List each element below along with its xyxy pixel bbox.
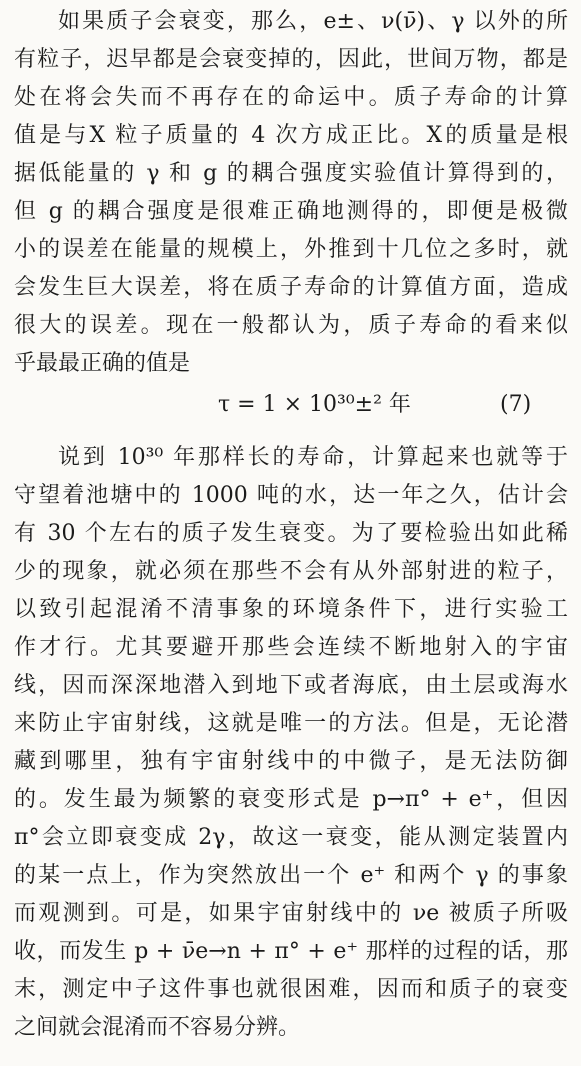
text-line: 守望着池塘中的 1000 吨的水，达一年之久，估计会 (14, 483, 568, 508)
equation (218, 387, 558, 423)
text-line: 会发生巨大误差，将在质子寿命的计算值方面，造成 (14, 275, 568, 300)
equation-formula: τ = 1 × 10³⁰±² 年 (218, 392, 411, 417)
text-line: 末，测定中子这件事也就很困难，因而和质子的衰变 (14, 977, 568, 1002)
text-line: 小的误差在能量的规模上，外推到十几位之多时，就 (14, 237, 568, 262)
text-line: 藏到哪里，独有宇宙射线中的中微子，是无法防御 (14, 749, 568, 774)
text-line: 来防止宇宙射线，这就是唯一的方法。但是，无论潜 (14, 711, 568, 736)
text-line: 乎最最正确的值是 (14, 351, 191, 376)
equation-number: (7) (500, 392, 532, 417)
text-line: 值是与X 粒子质量的 4 次方成正比。X的质量是根 (14, 123, 568, 148)
text-line: 但 g 的耦合强度是很难正确地测得的，即便是极微 (14, 199, 568, 224)
text-line: 少的现象，就必须在那些不会有从外部射进的粒子， (14, 559, 568, 584)
text-line: 处在将会失而不再存在的命运中。质子寿命的计算 (14, 85, 568, 110)
text-line: 作才行。尤其要避开那些会连续不断地射入的宇宙 (14, 635, 568, 660)
text-line: 的某一点上，作为突然放出一个 e⁺ 和两个 γ 的事象 (14, 863, 568, 888)
text-line: 如果质子会衰变，那么，e±、ν(ν̄)、γ 以外的所 (58, 9, 568, 34)
text-line: 说到 10³⁰ 年那样长的寿命，计算起来也就等于 (58, 445, 568, 470)
text-line: 很大的误差。现在一般都认为，质子寿命的看来似 (14, 313, 568, 338)
text-line: 收，而发生 p + ν̄e→n + π° + e⁺ 那样的过程的话，那 (14, 939, 568, 964)
text-line: 有 30 个左右的质子发生衰变。为了要检验出如此稀 (14, 521, 568, 546)
text-line: 之间就会混淆而不容易分辨。 (14, 1015, 301, 1040)
text-line: 有粒子，迟早都是会衰变掉的，因此，世间万物，都是 (14, 47, 568, 72)
text-line: 的。发生最为频繁的衰变形式是 p→π° + e⁺，但因 (14, 787, 568, 812)
text-line: π°会立即衰变成 2γ，故这一衰变，能从测定装置内 (14, 825, 568, 850)
text-line: 据低能量的 γ 和 g 的耦合强度实验值计算得到的， (14, 161, 568, 186)
text-line: 线，因而深深地潜入到地下或者海底，由土层或海水 (14, 673, 568, 698)
text-line: 而观测到。可是，如果宇宙射线中的 νe 被质子所吸 (14, 901, 568, 926)
text-line: 以致引起混淆不清事象的环境条件下，进行实验工 (14, 597, 568, 622)
